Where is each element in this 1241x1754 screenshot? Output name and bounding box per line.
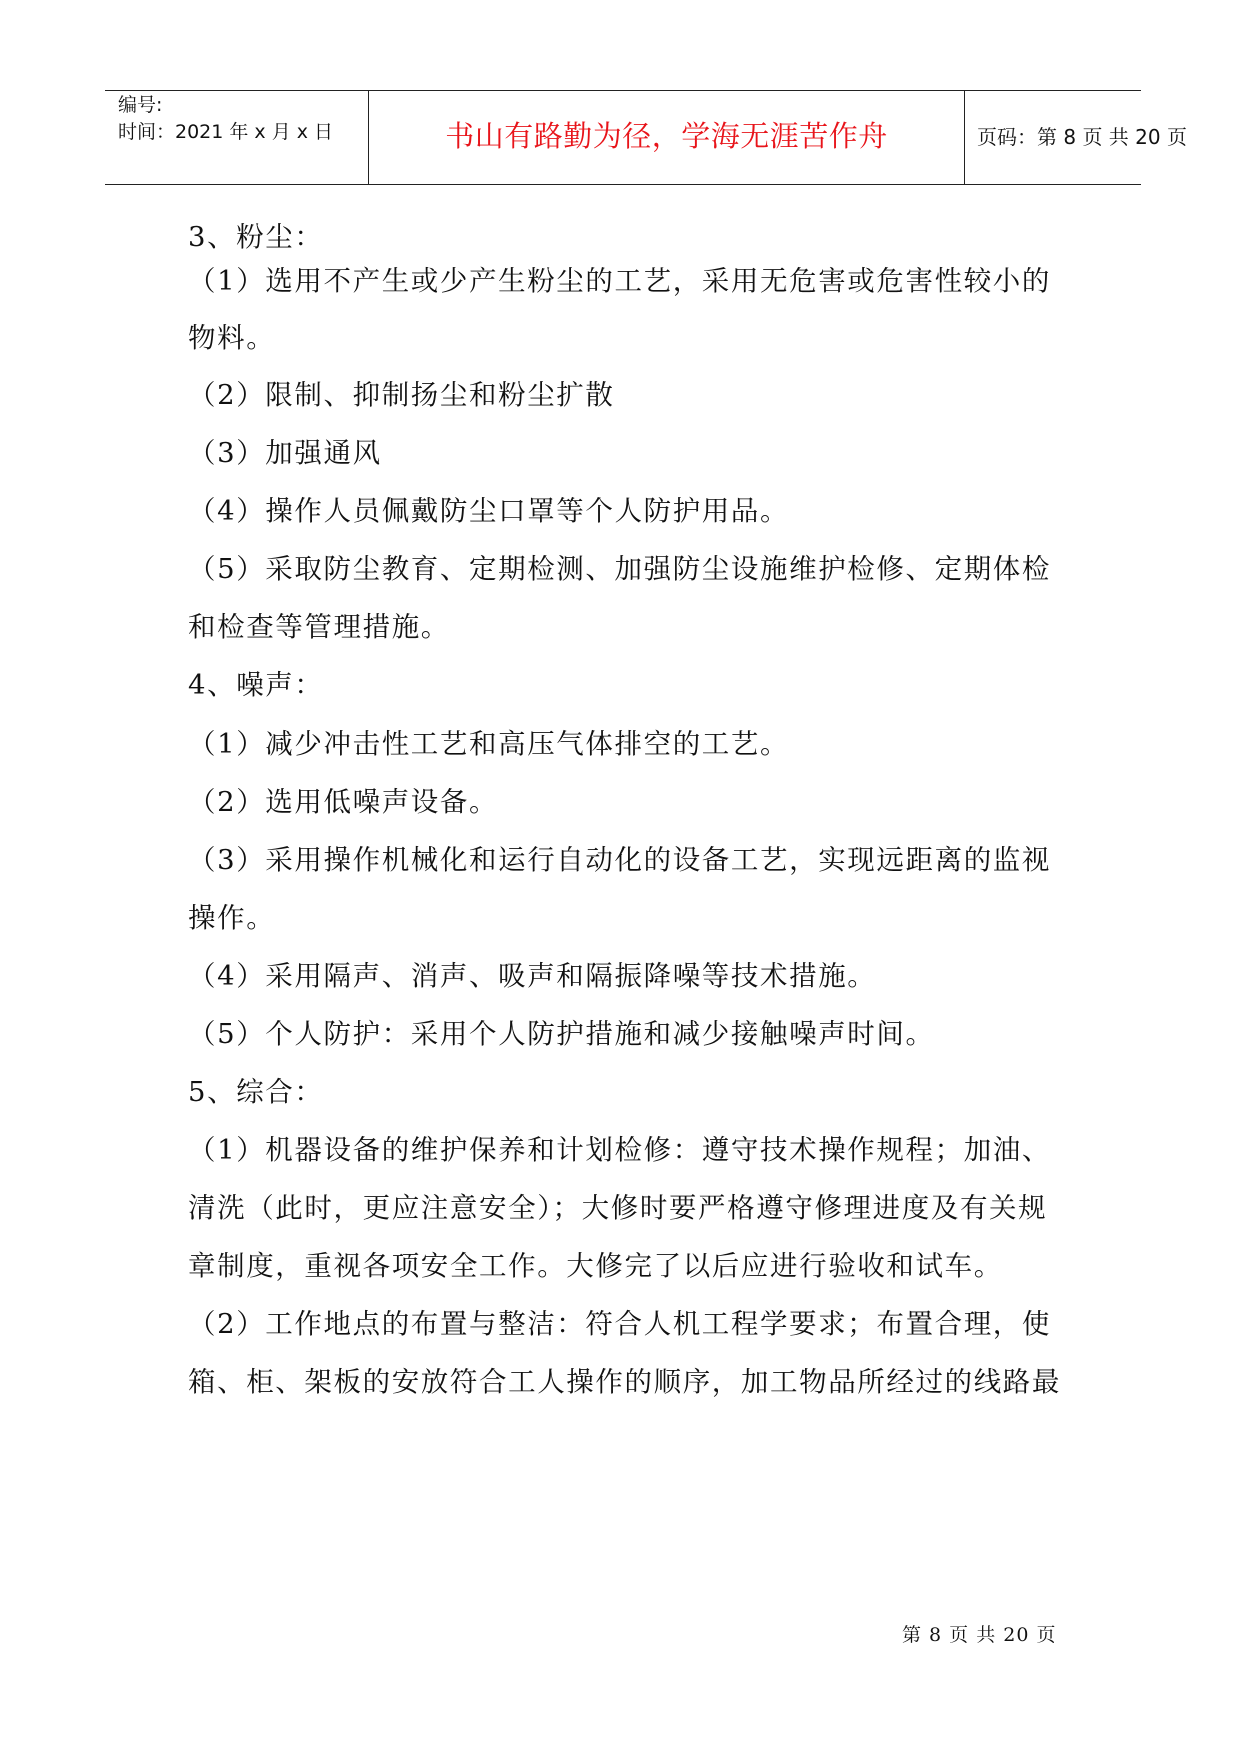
header-motto-cell <box>369 91 965 184</box>
text-line: （1）选用不产生或少产生粉尘的工艺，采用无危害或危害性较小的 <box>188 265 1051 297</box>
page-footer: 第 8 页 共 20 页 <box>902 1624 1057 1646</box>
header-motto: 书山有路勤为径，学海无涯苦作舟 <box>445 119 888 153</box>
text-line: （1）减少冲击性工艺和高压气体排空的工艺。 <box>188 728 790 760</box>
text-line: 和检查等管理措施。 <box>188 611 450 643</box>
text-line: （2）工作地点的布置与整洁：符合人机工程学要求；布置合理，使 <box>188 1308 1051 1340</box>
header-page-code: 页码：第 8 页 共 20 页 <box>977 125 1187 149</box>
document-time-label: 时间：2021 年 x 月 x 日 <box>118 121 334 143</box>
header-table <box>105 90 1187 185</box>
text-line: （3）采用操作机械化和运行自动化的设备工艺，实现远距离的监视 <box>188 844 1051 876</box>
text-line: （3）加强通风 <box>188 437 382 469</box>
header-page-cell <box>965 91 1187 184</box>
text-line: 清洗（此时，更应注意安全）；大修时要严格遵守修理进度及有关规 <box>188 1192 1048 1224</box>
document-number-label: 编号: <box>118 94 163 116</box>
text-line: （5）个人防护：采用个人防护措施和减少接触噪声时间。 <box>188 1018 935 1050</box>
text-line: （4）采用隔声、消声、吸声和隔振降噪等技术措施。 <box>188 960 877 992</box>
text-line: 操作。 <box>188 902 276 934</box>
text-line: 3、粉尘： <box>188 221 324 253</box>
text-line: （5）采取防尘教育、定期检测、加强防尘设施维护检修、定期体检 <box>188 553 1051 585</box>
text-line: 物料。 <box>188 322 276 354</box>
text-line: （4）操作人员佩戴防尘口罩等个人防护用品。 <box>188 495 790 527</box>
text-line: 章制度，重视各项安全工作。大修完了以后应进行验收和试车。 <box>188 1250 1003 1282</box>
text-line: （1）机器设备的维护保养和计划检修：遵守技术操作规程；加油、 <box>188 1134 1051 1166</box>
text-line: （2）限制、抑制扬尘和粉尘扩散 <box>188 379 615 411</box>
text-line: 4、噪声： <box>188 669 324 701</box>
header-meta-cell <box>105 91 369 184</box>
text-line: 5、综合： <box>188 1076 324 1108</box>
text-line: （2）选用低噪声设备。 <box>188 786 499 818</box>
text-line: 箱、柜、架板的安放符合工人操作的顺序，加工物品所经过的线路最 <box>188 1366 1061 1398</box>
